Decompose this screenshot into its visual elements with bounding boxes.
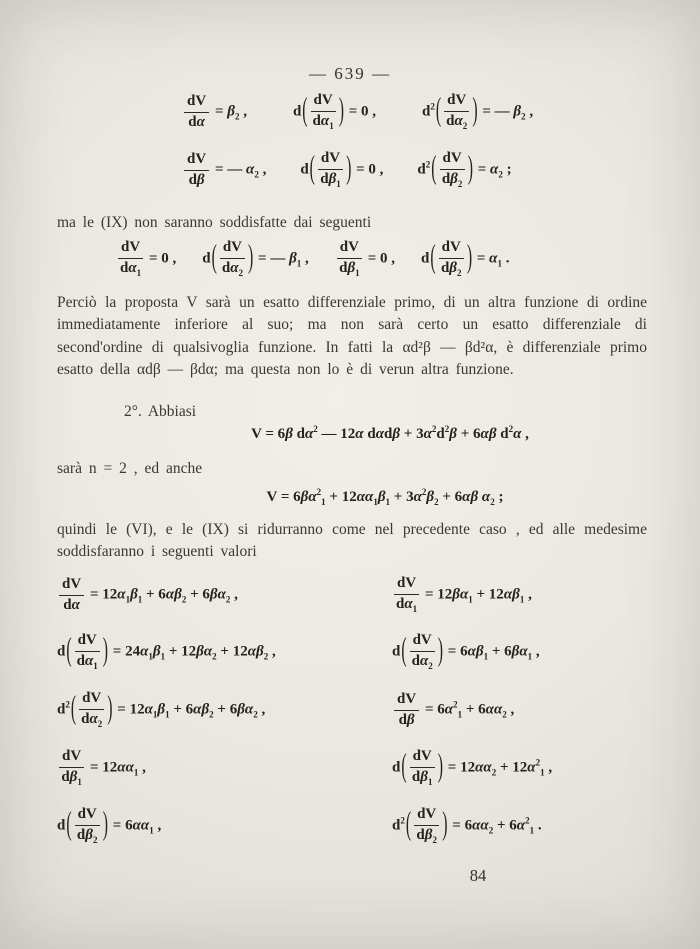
equation: V = 6β $d\alpha^2$ — 12α $d\alpha d\beta + 3\alpha^2d^2\beta + 6\alpha\beta$ $d^2\alpha$ , (251, 424, 529, 442)
text-ma-le: ma le (IX) non saranno soddisfatte dai seguenti (57, 214, 372, 231)
equation: $V = 6\beta\alpha^2_1 + 12\alpha\alpha_1\beta_1 + 3\alpha^2\beta_2 + 6\alpha\beta$ $\alpha_2$ ; (266, 487, 504, 507)
equation: d( $\frac{dV}{d\alpha_2}$ ) = $6\alpha\beta_1 + 6\beta\alpha_1$ , (392, 631, 540, 671)
equation: $d^2$( $\frac{dV}{d\alpha_2}$ ) = — $\beta_2$ , (422, 92, 534, 131)
equation: $d^2$( $\frac{dV}{d\beta_2}$ ) = $6\alpha\alpha_2 + 6\alpha^2_1$ . (392, 805, 542, 845)
heading-2-abbiasi: 2°. Abbiasi (124, 403, 197, 420)
equation: $\frac{dV}{d\beta_1}$ = $12\alpha\alpha_1$ , (57, 749, 392, 787)
equation: d( $\frac{dV}{d\beta_2}$ ) = $\alpha_1$ . (421, 239, 510, 278)
formula-grid-row-5 (57, 800, 680, 852)
equation: d( $\frac{dV}{d\alpha_1}$ ) = $24\alpha_1\beta_1 + 12\beta\alpha_2 + 12\alpha\beta_2$ , (57, 631, 276, 671)
equation: $\frac{dV}{d\beta}$ = $6\alpha^2_1 + 6\alpha\alpha_2$ , (392, 692, 680, 729)
display-formula-v1 (75, 424, 700, 443)
text-sara: sarà n = 2 , ed anche (57, 460, 203, 477)
page-header-number: — 639 — (309, 64, 391, 83)
page-footer-number: 84 (469, 866, 487, 885)
equation: $\frac{dV}{d\beta}$ = — $\alpha_2$ , (182, 152, 266, 189)
equation: d( $\frac{dV}{d\beta_1}$ ) = $12\alpha\alpha_2 + 12\alpha^2_1$ , (392, 747, 553, 787)
formula-line-3 (116, 240, 509, 278)
equation: $\frac{dV}{d\beta_1}$ = 0 , (335, 240, 395, 278)
formula-line-2 (182, 151, 512, 189)
formula-grid-row-1 (57, 570, 680, 620)
display-formula-v2 (70, 487, 700, 507)
formula-grid-row-4 (57, 742, 680, 794)
equation: d( $\frac{dV}{d\alpha_1}$ ) = 0 , (292, 92, 377, 131)
equation: $d^2$( $\frac{dV}{d\alpha_2}$ ) = $12\alpha_1\beta_1 + 6\alpha\beta_2 + 6\beta\alpha_2$ , (57, 689, 266, 729)
equation: $\frac{dV}{d\alpha_1}$ = $12\beta\alpha_1 + 12\alpha\beta_1$ , (392, 576, 680, 614)
paragraph-1: Perciò la proposta V sarà un esatto differenziale primo, di un altra funzione di ordine immediatamente inferiore al suo; ma non sarà certo un esatto differenziale di second'ordine di qualsivoglia funzione. In fatti la αd²β — βd²α, è differenziale primo esatto della αdβ — βdα; ma questa non lo è di verun altra funzione. (57, 294, 647, 379)
equation: d( $\frac{dV}{d\beta_1}$ ) = 0 , (300, 150, 384, 189)
paragraph-2: quindi le (VI), e le (IX) si ridurranno come nel precedente caso , ed alle medesime soddisfaranno i seguenti valori (57, 521, 647, 561)
equation: $\frac{dV}{d\alpha_1}$ = 0 , (116, 240, 176, 278)
equation: d( $\frac{dV}{d\beta_2}$ ) = $6\alpha\alpha_1$ , (57, 805, 162, 845)
equation: d( $\frac{dV}{d\alpha_2}$ ) = — $\beta_1$ , (202, 239, 309, 278)
equation: $\frac{dV}{d\alpha}$ = $12\alpha_1\beta_1 + 6\alpha\beta_2 + 6\beta\alpha_2$ , (57, 577, 392, 614)
formula-line-1 (182, 93, 533, 131)
equation: $\frac{dV}{d\alpha}$ = $\beta_2$ , (182, 94, 247, 131)
formula-grid-row-3 (57, 684, 680, 736)
equation: $d^2$( $\frac{dV}{d\beta_2}$ ) = $\alpha_2$ ; (417, 150, 512, 189)
formula-grid-row-2 (57, 626, 680, 678)
